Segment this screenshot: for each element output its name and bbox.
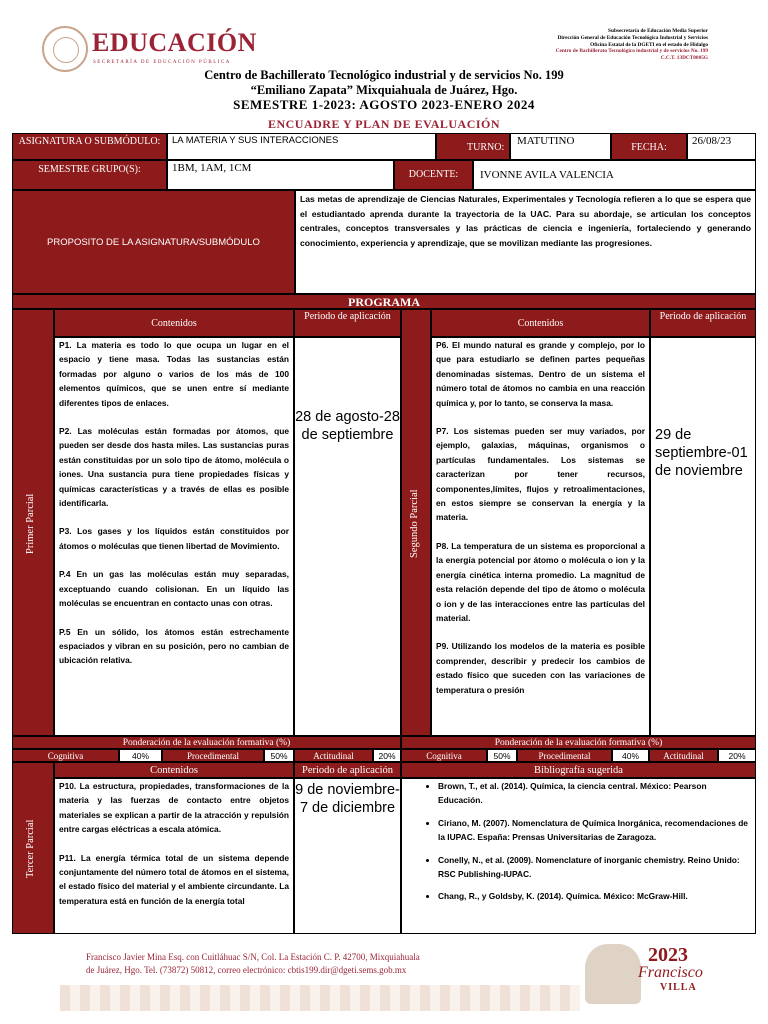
periodo-header-1: Periodo de aplicación <box>294 309 401 337</box>
bibliography-entry: • Ciriano, M. (2007). Nomenclatura de Química Inorgánica, recomendaciones de la IUPAC. España: Prensas Universitarias de Zaragoza. <box>438 816 751 845</box>
ponderacion-title-left: Ponderación de la evaluación formativa (%) <box>12 736 401 749</box>
asignatura-value: LA MATERIA Y SUS INTERACCIONES <box>167 133 436 160</box>
contenidos-header-3: Contenidos <box>54 762 294 778</box>
proposito-text: Las metas de aprendizaje de Ciencias Naturales, Experimentales y Tecnología refieren a lo que se espera que el estudiantado aprenda durante la trayectoria de la UAC. Para su abordaje, se articulan los conceptos centrales, conceptos transversales y las prácticas de ciencia e ingeniería, fortaleciendo y generando conocimiento, experiencia y aprendizaje, que se movilizan mediante las progresiones. <box>295 190 756 294</box>
right-header-line: Subsecretaría de Educación Media Superior <box>608 28 708 34</box>
bibliography-entry: • Conelly, N., et al. (2009). Nomenclature of inorganic chemistry. Reino Unido: RSC Publishing-IUPAC. <box>438 853 751 882</box>
right-header-line: Oficina Estatal de la DGETI en el estado de Hidalgo <box>590 41 708 48</box>
cognitiva-label-left: Cognitiva <box>12 749 119 762</box>
actitudinal-value-right: 20% <box>718 749 756 762</box>
cognitiva-value-left: 40% <box>119 749 162 762</box>
actitudinal-value-left: 20% <box>373 749 401 762</box>
document-title: ENCUADRE Y PLAN DE EVALUACIÓN <box>267 117 501 131</box>
progression-item: P.4 En un gas las moléculas están muy separadas, exceptuando cuando colisionan. En un líquido las moléculas se encuentran en contacto unas con otras. <box>59 569 289 609</box>
progression-item: P8. La temperatura de un sistema es proporcional a la energía potencial por átomo o molécula o ion y la energía cinética interna promedio. La magnitud de esta relación depende del tipo de átomo o molécula o ion y de las interacciones entre las partículas del material. <box>436 540 645 623</box>
procedimental-label-right: Procedimental <box>517 749 612 762</box>
progression-item: P2. Las moléculas están formadas por átomos, que pueden ser desde dos hasta miles. Las sustancias puras están constituidas por un solo tipo de átomo, molécula o iones. Una sustancia pura tiene propiedades físicas y químicas características y a través de ellas es posible identificarla. <box>59 426 289 509</box>
cognitiva-label-right: Cognitiva <box>401 749 487 762</box>
brand-title: EDUCACIÓN <box>92 28 257 57</box>
progression-item: P11. La energía térmica total de un sistema depende conjuntamente del número total de átomos en el sistema, el estado físico del material y el ambiente circundante. La temperatura está en función de la energía total <box>59 852 289 906</box>
bibliography-entry: • Brown, T., et al. (2014). Química, la ciencia central. México: Pearson Educación. <box>438 779 751 808</box>
bibliography-entry: • Chang, R., y Goldsby, K. (2014). Química. México: McGraw-Hill. <box>438 889 751 903</box>
right-header-line: Centro de Bachillerato Tecnológico industrial y de servicios No. 199 <box>555 48 708 55</box>
contenidos-parcial-2 <box>431 337 650 736</box>
progression-item: P7. Los sistemas pueden ser muy variados, por ejemplo, galaxias, máquinas, organismos o partículas fundamentales. Los sistemas se caracterizan por tener recursos, componentes,límites, flujos y retroalimentaciones, en estos siempre se conservan la energía y la materia. <box>436 426 645 523</box>
periodo-cell-2 <box>650 337 756 736</box>
contenidos-parcial-3 <box>54 778 294 934</box>
footer-line: de Juárez, Hgo. Tel. (73872) 50812, correo electrónico: cbtis199.dir@dgeti.sems.gob.mx <box>86 965 407 975</box>
cognitiva-value-right: 50% <box>487 749 517 762</box>
ponderacion-title-right: Ponderación de la evaluación formativa (%) <box>401 736 756 749</box>
segundo-parcial-label: Segundo Parcial <box>409 489 420 558</box>
footer-line: Francisco Javier Mina Esq. con Cuitláhuac S/N, Col. La Estación C. P. 42700, Mixquiahuala <box>86 952 420 962</box>
actitudinal-label-left: Actitudinal <box>294 749 373 762</box>
proposito-label: PROPOSITO DE LA ASIGNATURA/SUBMÓDULO <box>47 237 260 248</box>
periodo-parcial-1: 28 de agosto-28 de septiembre <box>295 409 400 443</box>
footer-name-2: VILLA <box>660 982 697 993</box>
semestre-label: SEMESTRE GRUPO(S): <box>12 160 167 190</box>
procedimental-value-left: 50% <box>264 749 294 762</box>
progression-item: P10. La estructura, propiedades, transformaciones de la materia y las fuerzas de contacto entre objetos materiales se explican a partir de la atracción y repulsión entre cargas eléctricas a escala atómica. <box>59 781 289 835</box>
periodo-cell-3 <box>294 778 401 934</box>
programa-title: PROGRAMA <box>12 294 756 309</box>
segundo-parcial-label-cell <box>401 309 431 736</box>
semester-title: SEMESTRE 1-2023: AGOSTO 2023-ENERO 2024 <box>233 97 535 112</box>
decorative-border <box>60 985 580 1011</box>
footer-address <box>86 951 420 977</box>
actitudinal-label-right: Actitudinal <box>649 749 718 762</box>
periodo-cell-1 <box>294 337 401 736</box>
progression-item: P.5 En un sólido, los átomos están estrechamente espaciados y vibran en su posición, pero no cambian de ubicación relativa. <box>59 626 289 666</box>
contenidos-header-2: Contenidos <box>431 309 650 337</box>
fecha-value: 26/08/23 <box>687 133 756 160</box>
asignatura-label: ASIGNATURA O SUBMÓDULO: <box>12 133 167 160</box>
periodo-parcial-2: 29 de septiembre-01 de noviembre <box>655 427 748 479</box>
school-location: “Emiliano Zapata” Mixquiahuala de Juárez, Hgo. <box>250 83 518 97</box>
contenidos-header-1: Contenidos <box>54 309 294 337</box>
procedimental-label-left: Procedimental <box>162 749 264 762</box>
progression-item: P1. La materia es todo lo que ocupa un lugar en el espacio y tiene masa. Todas las sustancias están formadas por alguno o varios de los más de 100 elementos químicos, que se unen entre sí mediante diferentes tipos de enlaces. <box>59 340 289 408</box>
contenidos-parcial-1 <box>54 337 294 736</box>
school-name: Centro de Bachillerato Tecnológico industrial y de servicios No. 199 <box>204 68 564 82</box>
fecha-label: FECHA: <box>611 133 687 160</box>
right-header-line: C.C.T. 13DCT0005G <box>660 55 708 62</box>
right-header-line: Dirección General de Educación Tecnológica Industrial y Servicios <box>557 34 708 41</box>
footer-year: 2023 <box>648 944 688 966</box>
bibliografia-list-cell <box>401 778 756 934</box>
progression-item: P9. Utilizando los modelos de la materia es posible comprender, describir y predecir los cambios de estado físico que suceden con las variaciones de temperatura o presión <box>436 641 645 695</box>
docente-label: DOCENTE: <box>394 160 473 190</box>
primer-parcial-label: Primer Parcial <box>25 493 36 554</box>
footer-name-1: Francisco <box>638 964 703 981</box>
tercer-parcial-label: Tercer Parcial <box>25 819 36 879</box>
grupos-value: 1BM, 1AM, 1CM <box>167 160 394 190</box>
tercer-parcial-label-cell <box>12 762 54 934</box>
proposito-label-cell <box>12 190 295 294</box>
sep-seal-logo <box>42 26 88 72</box>
right-header <box>468 28 708 62</box>
bibliografia-header: Bibliografía sugerida <box>401 762 756 778</box>
primer-parcial-label-cell <box>12 309 54 736</box>
progression-item: P6. El mundo natural es grande y complejo, por lo que para estudiarlo se definen partes pequeñas denominadas sistemas. Dentro de un sistema el número total de átomos no cambia en una reacción química y, por lo tanto, se conserva la masa. <box>436 340 645 408</box>
periodo-header-3: Periodo de aplicación <box>294 762 401 778</box>
progression-item: P3. Los gases y los líquidos están constituidos por átomos o moléculas que tienen libertad de Movimiento. <box>59 526 289 551</box>
docente-value: IVONNE AVILA VALENCIA <box>473 160 756 190</box>
portrait-illustration <box>585 944 641 1004</box>
turno-value: MATUTINO <box>510 133 611 160</box>
periodo-header-2: Periodo de aplicación <box>650 309 756 337</box>
turno-label: TURNO: <box>436 133 510 160</box>
procedimental-value-right: 40% <box>612 749 649 762</box>
brand-subtitle: SECRETARÍA DE EDUCACIÓN PÚBLICA <box>93 60 231 65</box>
periodo-parcial-3: 9 de noviembre-7 de diciembre <box>295 782 400 816</box>
